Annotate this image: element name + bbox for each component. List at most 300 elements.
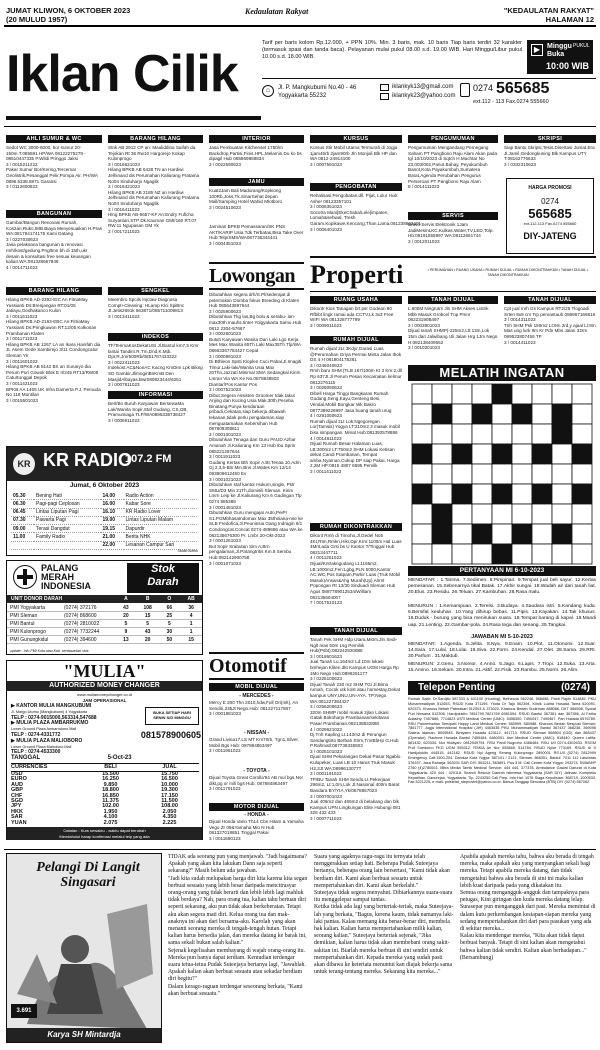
- crossword-block: [492, 384, 512, 404]
- crossword-block: [572, 444, 592, 464]
- ads-barang-hilang-1: Hilang BPKB AD-2392-EIC An FitriaMay Yussianti Ds:Brenjangan RT:01/05 Jatiayu,Gedhakanco Kulon 3 / 0011611023 Hilang BPKB AD-2163-EBC An:FitriaMay Yussianti Ds:Pringkuwon RT:12/05 Kolkosan Prambanan Klaten 3 / 0011711023 Hilang BPKB AB 1267 LA an Ikara Hanifah dia JL Asem Gede Sambirejo 3/11 Condongcatur Sleman Yk 3 / 0011601023 Hilang BPKB AB 8142 BX an Sunaryo dia Perum Puri Gowok Blok E II/245 RT13/RW05 Caturtunggal Depok 3 / 0011421023 BPKB AA 1465 UK Infra Damerta P.J. Pemuda No 118 Muntilan 3 / 0015501023: [6, 297, 101, 403]
- crossword-cell[interactable]: [432, 424, 452, 444]
- mulia-sub: AUTHORIZED MONEY CHANGER: [7, 681, 202, 691]
- contact-row: [262, 78, 596, 122]
- ads-ahli-sumur: Sedot WC 3000-6000, bor sumur 20-150m.T.085591 HP/WA 08122275279 - 08510447335 P.Wildi Pringgo Jaksi 3 / 0015211222 Pakar Sumur Bor/Kering,Tercemar Geolistrik,Pesanggal Pelir,Pompa Air. PH/WA 0896.5338.8871 Garansi 3 / 0112600823: [6, 145, 98, 190]
- phone-prefix: 0274: [473, 83, 494, 93]
- section-header: INTERIOR: [209, 135, 304, 143]
- crossword-cell[interactable]: [452, 384, 472, 404]
- properti-categories: • PERUMAHAN • RUANG USAHA • RUMAH DIJUAL • RUMAH DIKONTRAKKAN • TANAH DIJUAL • TANAH DIKONTRAKKAN: [427, 268, 589, 277]
- banner-title: Iklan Cilik: [6, 45, 238, 103]
- pmi-rows: [7, 604, 202, 644]
- ads-ruang-usaha: Dikontr Kios Tanagan brt psr Godean 80 Rfbibt lingk ramai ada CCTV,Lk 3x3 Free WIFI WA 081328777799 3 / 0009011023: [310, 306, 394, 328]
- schedule-program: Terasi Dangdut: [34, 525, 100, 533]
- pmi-stock-value: 36: [188, 605, 194, 611]
- crossword-cell[interactable]: [432, 444, 452, 464]
- kr-radio-header: [7, 447, 202, 481]
- crossword-block: [512, 524, 532, 544]
- crossword-cell[interactable]: [572, 544, 592, 564]
- crossword-cell[interactable]: [472, 484, 492, 504]
- crossword-cell[interactable]: [472, 424, 492, 444]
- mulia-disclaimer-2: Mendahului harap konfirmasi melalui telp yang ada: [59, 833, 150, 839]
- crossword-cell[interactable]: [552, 464, 572, 484]
- pmi-unit-phone: (0274) 372176: [64, 605, 97, 611]
- pmi-unit-name: PMI Sleman: [10, 613, 38, 619]
- mulia-box: [6, 660, 203, 840]
- pmi-stock-value: 20: [123, 613, 129, 619]
- karya-number: 3.691: [11, 1004, 37, 1018]
- pmi-unit-phone: (0274) 868600: [64, 613, 97, 619]
- pmi-stock-value: 15: [144, 613, 151, 619]
- crossword-block: [532, 484, 552, 504]
- schedule-program: Pagi-pagi Ceplosan: [34, 500, 100, 508]
- buy-rate: 11.375: [102, 797, 119, 804]
- crossword-block: [412, 444, 432, 464]
- crossword-cell[interactable]: [572, 404, 592, 424]
- crossword-cell[interactable]: [432, 544, 452, 564]
- crossword-cell[interactable]: [452, 424, 472, 444]
- crossword-cell[interactable]: [492, 524, 512, 544]
- promo-line5: DIY-JATENG: [523, 231, 577, 242]
- telepon-header: [408, 681, 596, 695]
- crossword-questions-title: PERTANYAAN MI 6-10-2023: [408, 566, 596, 576]
- telepon-text: Rumah Sakit: Dr.Sardjito 587333 & 631190 (Hunting), Bethesda 562246, 566688, Panti Rapih 514845, PKU Muhammadiyah 512653, RSUD Kota 371195. Ykota Dr Tajo 562394, Klinik Ludira Husada Tama 620091, 620373. Kharuus Betiah Patmasari 512003 & 373022, Kharuus Bedah Sudirman 888086, DKT 566598, Syaraf Puri Nirwana 512306. Hardjolukito 7851799,7821769 6981594. RSUD Bantul 367381 dan 367386, Al Fatha Adasiny. 7457886, 7714823 USTi Medical Center (UMC): 5456300. 7490047. 7490467. Pan Husada 6576789. RSU Panembahan Senopati Happy Land Medical Centre: 580999, 580988. Kharuus Bedah Nespust Sleman: 7851777 Jogja International Hospital (JIH) 4463535 PKU Muhammadiyah Bantul 367437 368238, 369096 Sakina Idaman: 8009545. Bintyaen Husada 423112, 441713. RSUD Sleman 868904 (IGD) dan 868437 (Operator). Rachme Husada Bantul 7459484, 6460091. Asri Medical Center (AMC): 618440. Queen Latifa: 581432, 620334. Nur Hidayah: 0812949794. RSU Panti Nugroho 4468484. RSU UII 0274-4302633. RSGM Prof Soedomo FKG UGM 555312. RSKIA An Nur 555848, 514784. RSUD Nyiur 773169. RSUD dr S Hardjolukito 444515, 442162. RSUD Nyi Ageng Serang Kulonprogo 2890001 RS.UII (0274) 2812999 Emergency Call:1500-204. Damkar Kota Yogya: 587101 / 2121, Sleman: 868351, Bantul: 7011 112 Lalulintas 376337. Jasa Raharja: 563031 SAR DIY: 563211, 563891, Pos 3 M. Call Center Kota Yogya: 293274, SWABHP 2760 (4)2780001. Mitra Media Tamik Medical Service: 444 444, 377378. Ambulance Gawat Darurat di Kota Yogyakarta: 420 444 ; 420118. Search Rescue Daerah Istimewa Yogyakarta (SAR DIY) Jalinasi. Kompleks Kepatihan, Danurejan, Yogyakarta, Tlp. 2243250 Call Prep. Info Hal. 1076 Siaga Kepolisian: 368719, 1000533, Fax:3221225, e-mail: polsietat_steprovinl@yahoo.co.id. Banua Tanggap Bencana (BTB) DIY (0274) 587062: [408, 697, 596, 785]
- header-rule: [4, 25, 596, 27]
- pmi-stock-value: 1: [189, 621, 193, 627]
- pmi-unit-name: PMI Gunungkidul: [10, 637, 49, 643]
- mail-icon: [380, 93, 389, 100]
- arrow-right-icon: ▶: [531, 44, 543, 56]
- ads-mercedes: Mercy E 200 Thn 2010,hdw,Full Ori(mlt), An Sendiri,235Jt Nego.Hub: 081227117887 3 / 0001881023: [209, 700, 299, 717]
- mulia-offices: [11, 704, 141, 756]
- schedule-program: Berita NHK: [124, 533, 197, 541]
- crossword-cell[interactable]: [532, 504, 552, 524]
- masthead-logo: Kedaulatan Rakyat: [245, 7, 309, 16]
- ads-skripsi: Siap Bantu Skripsi,Tesis,Disertasi Jumat.Era Jl.Jamil,Gedongkuning Blk Kampus UTY T:08162776633 3 / 0332310623: [504, 145, 595, 167]
- crossword-cell[interactable]: [472, 444, 492, 464]
- issue-date-text: JUMAT KLIWON, 6 OKTOBER 2023: [6, 6, 131, 15]
- crossword-cell[interactable]: [572, 384, 592, 404]
- pmi-stock-value: 1: [189, 629, 193, 635]
- schedule-program: KR Radio Lover: [124, 508, 197, 516]
- buy-rate: 2.075: [103, 819, 118, 826]
- pmi-unit-phone: (0274) 7732244: [64, 629, 100, 635]
- schedule-program: Lintas Liputan Malam: [124, 516, 197, 524]
- col-beli: BELI: [104, 764, 117, 770]
- crossword-cell[interactable]: [412, 404, 432, 424]
- telepon-title: Telepon Penting: [418, 682, 496, 693]
- otomotif-heading: Otomotif: [209, 652, 304, 680]
- schedule-time: 06.30: [11, 500, 34, 508]
- karya-title: Pelangi Di Langit Singasari: [36, 860, 140, 890]
- ads-tanah-dijual-b: Cpt jual mrh Gs Kampus RT2/25 Tlogoadi Srten 8x8 cm Trp pemantauh 086967166816 3 / 0014311023 Tnh SHM Psk 150m2 Lt:9m 2rd,y ajaal Lt:9m Mas ung lurk 9m Kr Pdn Mbs Jalan 32rm 089523807456 TP 3 / 0014411023: [504, 306, 596, 345]
- pmi-unit-phone: (0274) 394600: [64, 637, 97, 643]
- schedule-row: [11, 541, 197, 549]
- crossword-cell[interactable]: [572, 504, 592, 524]
- rate-row: [11, 821, 199, 826]
- crossword-cell[interactable]: [572, 524, 592, 544]
- mulia-buka-badge: BUKA SETIAP HARI SENIN S/D MINGGU: [145, 707, 199, 725]
- currency-code: HKK: [11, 808, 23, 815]
- crossword-cell[interactable]: [412, 544, 432, 564]
- crossword-cell[interactable]: [452, 404, 472, 424]
- crossword-block: [412, 484, 432, 504]
- currency-code: CHF: [11, 792, 23, 799]
- section-header: RUMAH DIKONTRAKKAN: [310, 523, 402, 531]
- iklan-cilik-banner: [6, 34, 261, 124]
- crossword-cell[interactable]: [532, 404, 552, 424]
- crossword-cell[interactable]: [532, 424, 552, 444]
- crossword-cell[interactable]: [432, 384, 452, 404]
- schedule-time: [11, 541, 34, 549]
- pmi-stock-value: 43: [144, 629, 151, 635]
- crossword-cell[interactable]: [512, 424, 532, 444]
- blood-type-header: O: [167, 596, 172, 602]
- crossword-cell[interactable]: [472, 504, 492, 524]
- schedule-row: [11, 492, 197, 500]
- section-header: RUANG USAHA: [310, 296, 402, 304]
- pmi-footer: update : Info PMI Kota atau Kab. berdasarkan stok: [10, 648, 89, 653]
- crossword-cell[interactable]: [472, 544, 492, 564]
- section-header: JAMU: [209, 178, 304, 186]
- section-header: INFORMASI: [108, 391, 203, 399]
- crossword-block: [552, 424, 572, 444]
- crossword-cell[interactable]: [492, 404, 512, 424]
- pmi-stock-value: 20: [144, 637, 151, 643]
- mulia-office-2-tel: TELP : 0274-4331772: [11, 731, 61, 738]
- crossword-cell[interactable]: [552, 384, 572, 404]
- section-header: MOBIL DIJUAL: [209, 683, 304, 691]
- section-header: TANAH DIJUAL: [310, 627, 402, 635]
- crossword-cell[interactable]: [512, 384, 532, 404]
- sell-rate: 17.150: [161, 792, 178, 799]
- telepon-badge: (0274): [561, 682, 590, 693]
- schedule-row: [11, 500, 197, 508]
- buy-rate: 9.850: [103, 781, 118, 788]
- kyk-promo-box: [506, 178, 594, 254]
- schedule-row: [11, 525, 197, 533]
- crossword-cell[interactable]: [492, 504, 512, 524]
- crossword-block: [572, 484, 592, 504]
- crossword-grid-wrap: [408, 384, 596, 564]
- pmi-stock-value: 15: [188, 637, 194, 643]
- crossword-cell[interactable]: [512, 544, 532, 564]
- crossword-cell[interactable]: [492, 424, 512, 444]
- pmi-stock-value: 50: [166, 637, 173, 643]
- crossword-cell[interactable]: [552, 444, 572, 464]
- brand-heading: - MERCEDES -: [239, 693, 274, 699]
- crossword-answers-mendatar: MENDATAR: 1.Agenda. 5.Jelita. 8.Nya. 9.Enam. 10.Plot. 11.Otonomi. 12.Suar. 14.Sara. 17.Lulai. 18.Lulai. 19.Siva. 22.Form. 24.Kendal. 27.Olet. 28.Sama. 29.RRI. 30.Parfum . 31.Maktub.: [408, 642, 596, 660]
- location-pin-icon: ⌂: [262, 85, 274, 97]
- pmi-title-1: PALANG: [41, 563, 79, 573]
- crossword-cell[interactable]: [572, 424, 592, 444]
- section-header: TANAH DIJUAL: [504, 296, 596, 304]
- ads-interior: Jasa Pembuatan Kitchenset 1750/m Backdrop,Partisi,Finis.HPL,Melamin.Du ko bs dipagil Hub 085869888834 3 / 0022590623: [209, 145, 302, 167]
- story-col-2: Suara yang agaknya ragu-ragu itu ternyata telah menggerakkan setiap hati. Beberapa Pudak Suteejaya bertanya, beberapa orang lain bersertasi, "Kami tidak akan berdiam diri. Kami akan berbuat sesuatu untuk mempertahankan diri. Kami akan berkelahi." Suteejaya tidak segera menyahut. Dibiarkannya suara-suara itu menggelepar sampai tuntas. Ketika tidak ada lagi yang berteriak-teriak, maka Suteejaya-lah yang berkata, "Bagus, kerena kaum, tidak namanya laki-laki pantas. Kalau memang kita benar-benar diri, membela hak kalian. Kalian harus mempertahankan milik kalian, seorang kalian." Suteejaya berteriak sejenak, "Jika demikian, kalian harus tidak akan membebani orang sakit-sakitan ini. Biarlah mereka berbuat di sini sendiri untuk mempertahankan diri. Kepada mereka yang sudah pasti akan dibawa ke ketertata menuntut kan diajak bekerja sama untuk terang-tentang mereka. Sekarang kita mereka...": [314, 854, 454, 976]
- promo-line3: 565685: [528, 206, 572, 222]
- crossword-block: [472, 524, 492, 544]
- section-header: KURSUS: [310, 135, 402, 143]
- issue-date: [6, 6, 130, 15]
- crossword-block: [492, 444, 512, 464]
- pmi-row: [7, 612, 202, 620]
- pmi-row: [7, 628, 202, 636]
- paper-name: "KEDAULATAN RAKYAT": [503, 6, 594, 15]
- ads-bangunan: Gambar/Bangun Renovasi Rumah, Kos2an,Ruko,IMB.Biaya Menyesuaikan H.Pras WA:081764174175 Kami Datang 3 / 0227030623 Jasa pelaksana bangunan & renovasi rmh/kost/gedung.Pngltmn bh di 15th,ukr desain & konsultasi free sesuai keuangan kalian.WA:081328667846 4 / 0014711023: [6, 220, 103, 270]
- crossword-cell[interactable]: [512, 504, 532, 524]
- crossword-cell[interactable]: [452, 524, 472, 544]
- ads-pengobatan: Rehalisasi,Pengobatan,dll. Pijat, Lulur Hub: Asher 08123357101 3 / 0006351023 Socotra Mani[EkeChaba/Lele]impaten, Lomah&sehwal, Tresh Garam.Kopikawe,Kencang,Than,Lama.081238663401 3 / 0006401023: [310, 193, 422, 232]
- crossword-block: [452, 484, 472, 504]
- crossword-block: [492, 544, 512, 564]
- crossword-cell[interactable]: [412, 464, 432, 484]
- promo-line2: 0274: [541, 197, 559, 207]
- crossword-cell[interactable]: [552, 544, 572, 564]
- crossword-cell[interactable]: [552, 484, 572, 504]
- section-header: BARANG HILANG: [6, 287, 102, 295]
- crossword-cell[interactable]: [452, 544, 472, 564]
- time-label: 10:00 WIB: [545, 61, 589, 71]
- buka-label: Buka: [547, 51, 565, 58]
- crossword-block: [552, 524, 572, 544]
- mulia-office-3: ▶ MULIA PLAZA MALIOBORO: [11, 737, 83, 744]
- buy-rate: 16.250: [102, 776, 119, 783]
- crossword-cell[interactable]: [532, 544, 552, 564]
- crossword-cell[interactable]: [452, 504, 472, 524]
- schedule-program: Lintas Liputan Pagi: [34, 508, 100, 516]
- pmi-stock-value: 13: [123, 637, 129, 643]
- schedule-time: 21.00: [101, 533, 124, 541]
- section-header: SENGKEL: [108, 287, 203, 295]
- mulia-office-1: ▶ KANTOR MULIA MANGKUBUMI: [11, 703, 92, 709]
- crossword-cell[interactable]: [572, 464, 592, 484]
- mulia-date-row: [11, 755, 199, 764]
- mulia-tanggal-label: TANGGAL: [11, 755, 41, 761]
- crossword-menurun: MENURUN : 1.Kemampuan. 2.Terelsi. 3.Budaya. 4.Saudara istri. 5.Kandang kuda. 6.Bersifat keuluhan. 10.Yang dihirup bebas. 11.Pipis. 13.Kayakan. 14.Tak khusus. 16.Duduk - burung yang bisa menirukan suara. 18.Tempat barang di kapal. 19.Mandi uap. 21.Lenting. 22.Gambar-pola. 24.Rasa tega dan senang. 25.Tangkai.: [408, 604, 596, 628]
- schedule-time: 19.00: [101, 516, 124, 524]
- brand-heading: - NISSAN -: [244, 730, 269, 736]
- crossword-cell[interactable]: [412, 384, 432, 404]
- crossword-cell[interactable]: [492, 464, 512, 484]
- banner-underline: [6, 116, 261, 120]
- story-rule: [4, 849, 596, 850]
- pmi-row: [7, 620, 202, 628]
- issue-date-javanese: [6, 15, 67, 24]
- section-header: SERVIS: [408, 212, 498, 220]
- crossword-answers-title: JAWABAN MI 5-10-2023: [471, 634, 533, 640]
- mulia-phone[interactable]: 081578900605: [140, 730, 201, 740]
- schedule-time: 19.15: [101, 525, 124, 533]
- pmi-stock-value: 66: [166, 605, 173, 611]
- crossword-cell[interactable]: [452, 464, 472, 484]
- mulia-office-1-addr: Jl. Margo Utomo (Mangkubumi) 4 Yogyakarta: [11, 709, 88, 714]
- ads-tanah-dijual-c: Tanah Pek SHM Hdp Utara,Mi0m,Jln Sedi-Nglt mas 50m Lsg Pemiliik Hub(Psbt):082242920885 3 / 0018601623 Jual Tanah Lu.164m2 Ld:10m lokasi bmhejan Kliten dkt Kampus UGM Harga Rp 1Mo Nego Hub:0896251177 3 / 0225100623 Dijual Tanah 230 m2 SHM TGi Jl.Bimo rumah, Cocok utk kost atau homestay,Dekat kampus UNY,UNU,UN-AYA. TP:Nego WA:081227384427 3 / 0256200623 320m SHMP mobil masuk 2jlan Lokasi Gatak Bokoharjo Prambanan/sekitaran Pasar Prambanan.082138832888 4 / 0029621023 Dj Tnh Kapling Lt.143m2 di Perungun Sendangtirto Berbah Strm,TmrBbHp G.Hub P.Rahmatl:087738336503 3 / 0025101023 Djual SHM Pekarangan Dekat Pasar Ngablo Kulupeker, Luas LB 10 Harus Truk Masuk H2,3Jt WA:0899613077T 3 / 0001191023 TP/BU Tanah SHM Sendo.Lt.Pekerjaan 296m2, Lt:1,0m,Lok Jl.Nasional 400m Barat Bandara BY/YIA,Yk/0878857023 3 / 0007001023 Jual 406m2 dan 465m2 di belakang dan blk Kampus UPN Lingkungan Elite Hubungi 081 326 432 433 3 / 0007711023: [310, 637, 401, 821]
- pmi-stock-value: 5: [146, 621, 150, 627]
- pmi-row: [7, 604, 202, 612]
- ads-servis: Bravo Servis Elektronik 1Jam JadiMesinLKC.Kulkas.Water,TV,LED,Tolp. Hb:08191555997 WA:08112651744 3 / 0012011023: [408, 222, 494, 244]
- ads-rumah-dikontrakkan: Dikont Rmh di Timoho,Jl.Gedel No5 4Kt,Rtm,Rmkn,Hikr,Dpr,Krm:1100m Hal Luas 4Mnt,ada Grsi bs U Kantor T/Tinggal Hub 08213447711 4 / 0011251023 Dijual/Kntrakngudang Lt.1165m2, LB:1000m2,Fen:Lgbg,PLN 5000,Kantor AC,WC,Pos Satpam,Parkir Luas (Truk Mobil Masuk)Ansan&Ahg Murah(Up) Alrmt Popongan Rt 13/30 Sinduadi Sleman Hub Agus 0897789012534/William 082135604007 7 / 0017510123: [310, 533, 402, 606]
- page-label: HALAMAN 12: [545, 15, 594, 24]
- email-2[interactable]: iklankyk23@yahoo.com: [392, 93, 456, 99]
- sell-rate: 19.300: [161, 787, 178, 794]
- ads-informasi: Berl/Bo Buruh Karyawan BersewaMa Lak/Wanita Sopir,Staf Gudang, CS,OB, Pramumiaga TLP/WA0895338738427 3 / 0006911023: [108, 401, 188, 423]
- crossword-cell[interactable]: [512, 444, 532, 464]
- crossword-cell[interactable]: [532, 524, 552, 544]
- crossword-cell[interactable]: [532, 384, 552, 404]
- pmi-stock-value: 5: [124, 621, 128, 627]
- section-header: TANAH DIJUAL: [408, 296, 498, 304]
- story-col-1: TIDAK ada seorang pun yang menjawab. "Jadi bagaimana? Apakah yang akan kita lakukan Dann saja seperti sekarang?" Masih belum ada jawaban. "Jadi kita sudah melupakan harga diri kita karena kita segan berbuat sesuatu yang lebih besar daripada mencitrasyar orang-orang yang tidak berarti dan lebih lebih lagi mahluk tidak berdaya? Nah, para orang tua, kalian tahu bertuan diri seperti sekarang, aku pun tidak akan berkeberatan. Tetapi aku akan segera mati diri. Kelua orang tua dan mak-anaknya ini akan dari bersama-aku. Karolah yang akan menanti seorang mereka di tengah-tengah hutan. Tetapi kalian harus bersedia jalan, dan mereka datang ke barak ini, sama sekali bukan salah kalian." Sejenak kegelisahan membayang di wajah orang-orang itu. Mereka pun hanya dapat terdiam. Kemudian terdengar suara tetua-tetua Pudak Suteejaya bertanya lagi, "Jawablah. Apakah kalian akan berbuat sesuatu atau sekadar berdiam diri begitu?" Dalam kerago-raguan terdengar seseorang berkata, "Kami akan berbuat sesuatu.": [168, 854, 308, 997]
- section-header: INDEKOS: [108, 333, 203, 341]
- address-line2: Yogyakarta 55232: [278, 93, 327, 99]
- story-col-3: Apabila apakah mereka tahu, bahwa aku berada di tengah mereka, maka apakah aku yang menyangkan sekali bagi mereka. Tetapi apabila mereka datang, dan tidak mengetahui bahwa aku berada di sini ini maka kalian lebih kuat daripada pada yang dikatakan itu. Semua orang mengangguk-angguk dan tampaknya para petugas, Kini giringan dan kuda mereka datang lelap. Surasepar pun mengangguk dari pasi. Mereka memintai di dalam kutu perkembangan kesiapan-siapan mereka yang sedang mempertahankan diri dari para pasukan yang ada di sekitar mereka... Kalau kita mendengar mereka, "Kita akan tidak dapat berbuat banyak. Tetapi di sini kalian akan mengetahui bahwa kalian tidak sendiri. Kalian akan berhadapan..." (Bersambung): [460, 854, 596, 961]
- pmi-col-heads: [115, 595, 202, 603]
- currency-code: YUAN: [11, 819, 27, 826]
- mulia-brand: "MULIA": [63, 661, 146, 681]
- schedule-time: 11.00: [11, 533, 34, 541]
- section-header: PENGUMUMAN: [408, 135, 498, 143]
- buy-rate: 16.850: [102, 792, 119, 799]
- crossword-cell[interactable]: [512, 464, 532, 484]
- crossword-cell[interactable]: [552, 504, 572, 524]
- pmi-unit-phone: (0274) 2810022: [64, 621, 100, 627]
- blood-type-header: B: [145, 596, 150, 602]
- buy-rate: 15.500: [102, 771, 119, 777]
- pmi-stock-value: 30: [166, 629, 173, 635]
- schedule-time: 09.00: [11, 525, 34, 533]
- mulia-office-3-tel: TELP : 0274-4533300: [11, 749, 61, 756]
- currency-code: GBP: [11, 787, 23, 794]
- section-header: SKRIPSI: [504, 135, 596, 143]
- schedule-program: Bening Hati: [34, 492, 100, 500]
- sell-rate: 2.050: [162, 808, 177, 815]
- schedule-program: Lesanan Campur Sari: [124, 541, 197, 549]
- kr-radio-footer: Studio Action: [177, 548, 198, 553]
- mulia-hours-title: JAM OPERASIONAL: [82, 698, 127, 703]
- buy-rate: 102.00: [102, 803, 119, 810]
- darah-label: Darah: [147, 576, 179, 588]
- minggu-badge: [527, 40, 593, 74]
- crossword-cell[interactable]: [412, 504, 432, 524]
- schedule-time: 14.00: [101, 492, 124, 500]
- currency-code: SAR: [11, 814, 23, 821]
- mulia-office-2-addr: Lower Ground Plaza Ambarrukmo Mall: [11, 727, 77, 732]
- pmi-unit-name: PMI Bantul: [10, 621, 35, 627]
- karya-caption: Karya SH Mintardja: [7, 1028, 161, 1042]
- mulia-url[interactable]: www.muliamoneychanger.co.id: [77, 692, 132, 697]
- crossword-cell[interactable]: [432, 484, 452, 504]
- mulia-disclaimer-1: Catatan : Kurs sewaktu - waktu dapat berubah: [63, 828, 146, 833]
- currency-code: JPY: [11, 803, 22, 810]
- crossword-cell[interactable]: [472, 464, 492, 484]
- sell-rate: 16.500: [161, 776, 178, 783]
- pmi-stock-value: 25: [166, 613, 173, 619]
- ads-pengumuman: Pengumuman Mengandang Pernegang Saham PT Pangbono Raju Alam Akan pada tgl 10/10/2023 di Sqtch H.Muchtar No 23,003/002,Panut Bahay, Peyukumbuh Banot,Kota Payakumbuh,Sumatera Barat,Agenda Perubahan Pengurus Perseroan PT Pangbono Raju Alam 8 / 0014111023: [408, 145, 498, 190]
- schedule-program: [34, 541, 100, 549]
- ads-tanah-dijual-a: L 800M Ningrutm Jln SHM Akses Listrik Mbb Masuk Grobcel Tnp Pmnr 08223190B497 3 / 0003901023 Dijual tanah SHMP(-225m2,L0:13m,Lok 15m dari Jalwibang Uli Jalan Hrg 1Jm Nego H:082138409552 3 / 0010201023: [408, 306, 498, 351]
- crossword-answers-menurun: MENURUN: 2.Genu. 3.Nomor. 4.Anno. 5.Jago. 6.Lapis. 7.Tropi. 12.Suka. 13.Arta. 15.Amino. 16.Sekam. 20.Intra. 21.Aktif. 22.Fisik. 23.Rambu. 25.Norm. 26.Alim.: [408, 662, 596, 674]
- ads-rumah-dijual: Rumah dijual 2Lt 3Kdyr,Garasi Luas @Perumahan Griya Permai Minta Jalan Ibok DS 4 H 081904178281 3 / 0246040623 Rmh baru SHM (TLB 167/100m Kt 3 Km:2,dll Rp 637Jt Jl Perum Pesan Kecamatan kelmur 0812276115 3 / 0026050623 Dibell Harga Tinggi Bangkaran Rumah Gudang,Seng,Kayu,Genteng Besi, Vendal,Mobil Bongkar Wk Bakro 0877389226997 Jasa buang tanah urug 4 / 0291050623 Rumah dijual 2Lt Lok:Ngegoregan Lor(Tamsis) Yogya LT:210m2 3 masuk mobil bisa simpangan. Minat Hub:081392578886 4 / 0014811023 Dijual Rumah Besar Halaman Luas, LB:300m2 LT:750m2 SHM Lokasi Ketisan dekat Candi Prambanan, Tempat amba,Nyaman.Cukup DP siap Pakai, Harga 2,2M HP:0815 4807 6595 Pemilk 3 / 0011411023: [310, 346, 402, 475]
- schedule-row: [11, 516, 197, 524]
- crossword-cell[interactable]: [412, 424, 432, 444]
- pmi-unit-name: PMI Yogyakarta: [10, 605, 46, 611]
- section-rule: [4, 126, 596, 127]
- schedule-row: [11, 508, 197, 516]
- schedule-time: 07.30: [11, 516, 34, 524]
- crossword-block: [532, 444, 552, 464]
- ads-jamu: Kuat2Jam Bali Madurang/Kopkiong 100Rb,Joss,Tk.SinarSehat depan Mall/Samping Hotel Wahid Mlotboro 3 / 0024510623: [209, 188, 283, 210]
- mulia-date: 5-Oct-23: [107, 755, 132, 761]
- sell-rate: 108.00: [161, 803, 178, 810]
- schedule-program: Radio Action: [124, 492, 197, 500]
- sell-rate: 10.000: [161, 781, 178, 788]
- buy-rate: 1.950: [103, 808, 118, 815]
- ads-lowongan: Dibutuhkan segera drh/S.Pl/sederajat di peternakan Domba fokus Breeding di Klaten Hub 085643897644 3 / 0025900623 Dibutuhkan Tkg las,Bg bolu & serabu- lan-max30th mauhs.tinter Yolgyakarta Samu.Hub 0812 2304-57667 3 / 0002601023 Butuh Karyawan Wanita Dan Laki Lgo Kerja Mes Max Wanita 65Th Laki Max35Th Tlp/WA 08663367784427 Cepat 3 / 0000991023 Di Bthleon Spsti Kloplen Cuci Pabal,Jl.Imagiti Timur,Laki-laki/Wanita Usia Max 20Thn,Jazzati Minimal SMA Sedangkal.Kirim Lmran Via WA Ke No.0878848502 Diantar/Pos Kantor Pos 3 / 0007521023 Dibut.Segera Assisten Groomer tdak takut Anjing dan Kucing Usia Mak.30th,Peceba Binatang,Punya kendaraan pribadi,Cekatan,siap bekerja dibawah tekanan,tidak perlu pengalaman,siap menguatamakan Kebersihan Hub 087809308811 3 / 0001001023 Dibutuhkan Tenaga dan Guru PAUD Azhar Amanah Jl.Kaliurang Km 13 Hub Ibu Sprin 085221297644 3 / 0011911023 Gudang Kertas Bth Sopir A.Bt.Tenaa 10,Adm Gj 2,3,5-Bln Min,Bns Jl.Wates Km 12/14 083806612450 Ev 3 / 0001021023 Dibutuhkan staf kantor Hukum,single, Pstr SMU/D3 Min 21Th,domisili Sleman. Kirim Lmrn Leip ke Jl.Kaliurang Km 6 Gadingan Tlp 0274 885386 3 / 0001481023 Dibutuhkan Guru mengajar Auto,PeiPr S1.PGMbhasaIndomax Max 35thiriana-nse ke SLB Fredofica,Jl.Peuninsia Gang Indragiri 6/1 Condongcat.Concat 0274-489686 atau WA ke 082135676300 Pr. Lmbr 20-Okt-2023 3 / 0001261023 But Sopir Srabutan Sim A,Brn pengalaman,Jl.Parangtritis Km.8 Sembu Hub:082142900758 3 / 0001071023: [209, 292, 303, 566]
- tariff-text: Tarif per baris kolom Rp.12.000, + PPN 10%. Min. 3 baris, mak. 10 baris Tiap baris terdiri 32 karakter (termasuk spasi dan tanda baca). Pelayanan mulai pukul 08.00 s.d. 19.00 WIB. Hari Minggu/Libur pukul 10.00 s.d. 18.00 WIB.: [262, 40, 522, 60]
- phone-icon: [460, 83, 470, 97]
- section-header: RUMAH DIJUAL: [310, 336, 402, 344]
- crossword-block: [552, 404, 572, 424]
- pmi-title-3: INDONESIA: [41, 581, 92, 591]
- brand-heading: - TOYOTA -: [243, 768, 270, 774]
- stok-darah-badge: [127, 563, 199, 593]
- sell-rate: 4.350: [162, 814, 177, 821]
- kr-radio-name: KR RADIO: [43, 450, 132, 470]
- ads-honda: Dijual Honda Vario Th14 Cbs Hitam & Yamaha Vego Zr 09&Yamaha Mio N Hub 081327018651 Tinggal Pakai 3 / 0011690123: [209, 819, 304, 841]
- ads-indekos: TF/TerimaKosDekatUSI Jl.Bantul km7,5 Kmr lantai Tandim.R.Tm,Dnd,K.Mdi. Dpr,R,Jmr500Rb/0851767433322 3 / 0022411023 Indekost AC&NonAC Kacng KmDim Lpk Bikng SD Gambir,JlimogiriBnKmB Den MasjidAlbayas.Bwr080823444/6251 3 / 0007811023: [108, 343, 203, 388]
- buy-rate: 18.800: [102, 787, 119, 794]
- ads-kredit: Jaminan BPKB Pemassaran/SK PNS AKT/KARIP Usia Tdk Terbatas,Bisa Take Over Hub:Telp/SMS/WA087736344441 3 / 0004351023: [209, 224, 304, 246]
- crossword-block: [472, 404, 492, 424]
- currency-code: EURO: [11, 776, 27, 783]
- buy-rate: 4.100: [103, 814, 118, 821]
- pmi-stock-value: 9: [124, 629, 128, 635]
- crossword-block: [452, 444, 472, 464]
- crossword-mendatar: MENDATAR : 1.Tanma. 7.Sedimen. 8.Pimpinan. 9.Tempat jual beli sayur. 12.Kertas pemesanan. 15.Sebenarnya tikal Batak. 17.Akhir sungai. 18.Wadah air dari tanah liat. 20.Elus. 23.Residu. 26.Teluan. 27.Kambuhan. 28.Rasa malu.: [408, 578, 596, 596]
- mulia-office-3-addr: Lower Ground Plaza Malioboro Mall: [11, 744, 72, 749]
- pmi-stock-value: 43: [123, 605, 129, 611]
- crossword-cell[interactable]: [532, 464, 552, 484]
- mulia-disclaimer: [7, 827, 202, 840]
- mail-icon: [380, 84, 389, 91]
- schedule-program: Dapurdir: [124, 525, 197, 533]
- crossword-cell[interactable]: [472, 384, 492, 404]
- sell-rate: 15.750: [161, 771, 178, 777]
- properti-heading: Properti: [310, 260, 404, 289]
- email-1[interactable]: iklankyk13@gmail.com: [392, 84, 454, 90]
- crossword-grid: [408, 384, 596, 564]
- pukul-label: PUKUL: [573, 43, 590, 49]
- mulia-office-1-tel: TELP : 0274-9015000,563314,547688: [11, 714, 97, 721]
- pmi-box: [6, 560, 203, 655]
- pmi-title-2: MERAH: [41, 572, 74, 582]
- section-header: BARANG HILANG: [108, 135, 203, 143]
- mulia-rates: [11, 772, 199, 826]
- crossword-block: [432, 504, 452, 524]
- crossword-cell[interactable]: [432, 464, 452, 484]
- blood-type-header: AB: [187, 596, 195, 602]
- kr-radio-box: [6, 446, 203, 556]
- promo-line1: HARGA PROMOSI: [528, 185, 572, 191]
- section-header: MOTOR DIJUAL: [209, 803, 304, 811]
- col-jual: JUAL: [162, 764, 177, 770]
- sell-rate: 11.500: [161, 797, 178, 804]
- crossword-cell[interactable]: [512, 484, 532, 504]
- mulia-office-2: ▶ MULIA PLAZA AMBARRUKMO: [11, 720, 89, 727]
- phone-number[interactable]: 565685: [496, 80, 550, 97]
- crossword-cell[interactable]: [412, 524, 432, 544]
- schedule-time: 16.00: [101, 500, 124, 508]
